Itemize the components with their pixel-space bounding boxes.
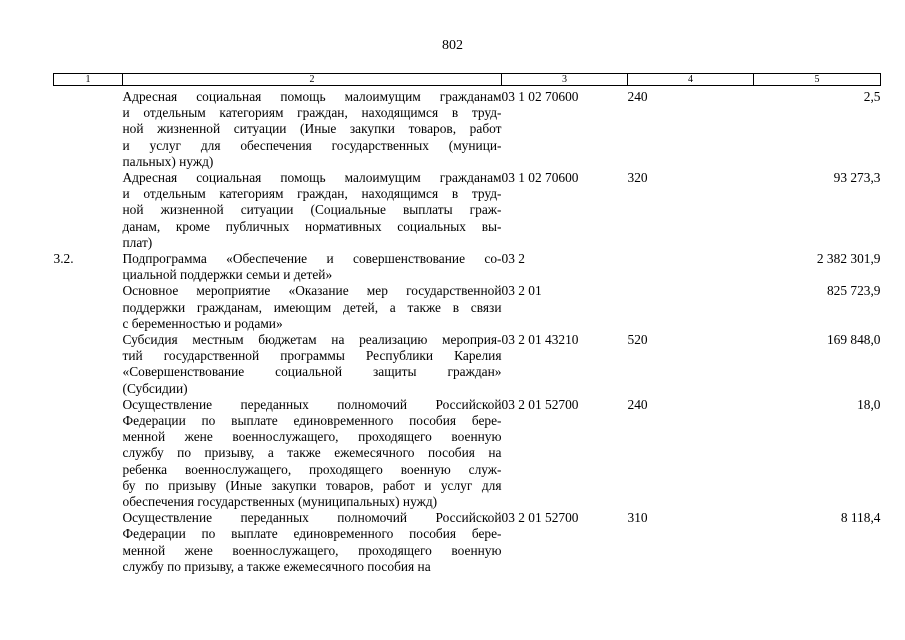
row-amount: 2 382 301,9 <box>816 251 881 267</box>
row-name <box>123 86 502 171</box>
row-number <box>54 397 123 510</box>
row-name-line: менной жене военнослужащего, проходящего военную <box>122 542 502 558</box>
row-name-line: Подпрограмма «Обеспечение и совершенствование со- <box>122 251 502 267</box>
row-name-line: тий государственной программы Республики Карелия <box>122 348 502 364</box>
row-number: 3.2. <box>53 251 74 267</box>
row-name <box>123 251 502 283</box>
table-row <box>54 86 881 171</box>
table-body <box>54 86 881 576</box>
row-number <box>54 283 123 332</box>
row-code: 03 2 01 52700 <box>501 510 579 526</box>
row-amount: 169 848,0 <box>826 332 881 348</box>
row-name-line: бу по призыву (Иные закупки товаров, работ и услуг для <box>122 477 502 493</box>
row-name-line: циальной поддержки семьи и детей» <box>122 267 333 283</box>
budget-table <box>53 73 881 575</box>
row-number <box>54 86 123 171</box>
row-name-line: пальных) нужд) <box>122 153 214 169</box>
row-name-line: «Совершенствование социальной защиты граждан» <box>122 364 502 380</box>
row-name <box>123 397 502 510</box>
row-code: 03 1 02 70600 <box>501 170 579 186</box>
row-name-line: и услуг для обеспечения государственных (муници- <box>122 137 502 153</box>
row-name <box>123 332 502 397</box>
row-name-line: Основное мероприятие «Оказание мер государственной <box>122 283 502 299</box>
row-expense-type: 310 <box>627 510 648 526</box>
row-name-line: и отдельным категориям граждан, находящимся в труд- <box>122 186 502 202</box>
page-number: 802 <box>442 38 463 53</box>
table-header <box>54 74 881 86</box>
row-name-line: Осуществление переданных полномочий Российской <box>122 510 502 526</box>
row-name <box>123 283 502 332</box>
row-name-line: Адресная социальная помощь малоимущим гражданам <box>122 170 502 186</box>
row-expense-type: 320 <box>627 170 648 186</box>
row-name-line: Федерации по выплате единовременного пособия бере- <box>122 413 502 429</box>
row-name-line: и отдельным категориям граждан, находящимся в труд- <box>122 105 502 121</box>
row-number <box>54 510 123 575</box>
table-row <box>54 510 881 575</box>
column-header-3: 3 <box>502 74 628 86</box>
row-code: 03 1 02 70600 <box>501 89 579 104</box>
row-expense-type: 240 <box>627 89 648 104</box>
row-name-line: службу по призыву, а также ежемесячного пособия на <box>122 558 431 574</box>
row-code: 03 2 01 43210 <box>501 332 579 348</box>
row-name-line: поддержки гражданам, имеющим детей, а также в связи <box>122 299 502 315</box>
row-code: 03 2 01 52700 <box>501 396 579 412</box>
row-name-line: с беременностью и родами» <box>122 315 283 331</box>
row-amount: 8 118,4 <box>840 510 881 526</box>
table-row <box>54 397 881 510</box>
row-expense-type <box>628 283 754 332</box>
row-code: 03 2 01 <box>501 283 542 299</box>
row-name <box>123 170 502 251</box>
row-number <box>54 170 123 251</box>
row-amount: 2,5 <box>863 89 881 104</box>
row-amount: 93 273,3 <box>833 170 881 186</box>
row-name-line: плат) <box>122 234 153 250</box>
row-name-line: ребенка военнослужащего, проходящего военную служ- <box>122 461 502 477</box>
row-name-line: ной жизненной ситуации (Социальные выплаты граж- <box>122 202 502 218</box>
row-name-line: (Субсидии) <box>122 380 188 396</box>
row-expense-type <box>628 251 754 283</box>
row-name-line: службу по призыву, а также ежемесячного пособия на <box>122 445 502 461</box>
column-header-1: 1 <box>54 74 123 86</box>
row-name-line: Субсидия местным бюджетам на реализацию мероприя- <box>122 332 502 348</box>
row-name-line: обеспечения государственных (муниципальных) нужд) <box>122 494 438 510</box>
row-code: 03 2 <box>501 251 525 267</box>
column-header-4: 4 <box>628 74 754 86</box>
row-expense-type: 520 <box>627 332 648 348</box>
row-name-line: Адресная социальная помощь малоимущим гражданам <box>122 89 502 104</box>
row-amount: 18,0 <box>857 396 881 412</box>
row-name-line: Федерации по выплате единовременного пособия бере- <box>122 526 502 542</box>
row-name-line: ной жизненной ситуации (Иные закупки товаров, работ <box>122 121 502 137</box>
row-number <box>54 332 123 397</box>
row-name-line: данам, кроме публичных нормативных социальных вы- <box>122 218 502 234</box>
row-amount: 825 723,9 <box>826 283 881 299</box>
column-header-5: 5 <box>754 74 881 86</box>
table-row <box>54 170 881 251</box>
table-row <box>54 251 881 283</box>
row-name <box>123 510 502 575</box>
table-row <box>54 283 881 332</box>
row-name-line: менной жене военнослужащего, проходящего военную <box>122 429 502 445</box>
row-name-line: Осуществление переданных полномочий Российской <box>122 396 502 412</box>
column-header-2: 2 <box>123 74 502 86</box>
table-row <box>54 332 881 397</box>
row-expense-type: 240 <box>627 396 648 412</box>
